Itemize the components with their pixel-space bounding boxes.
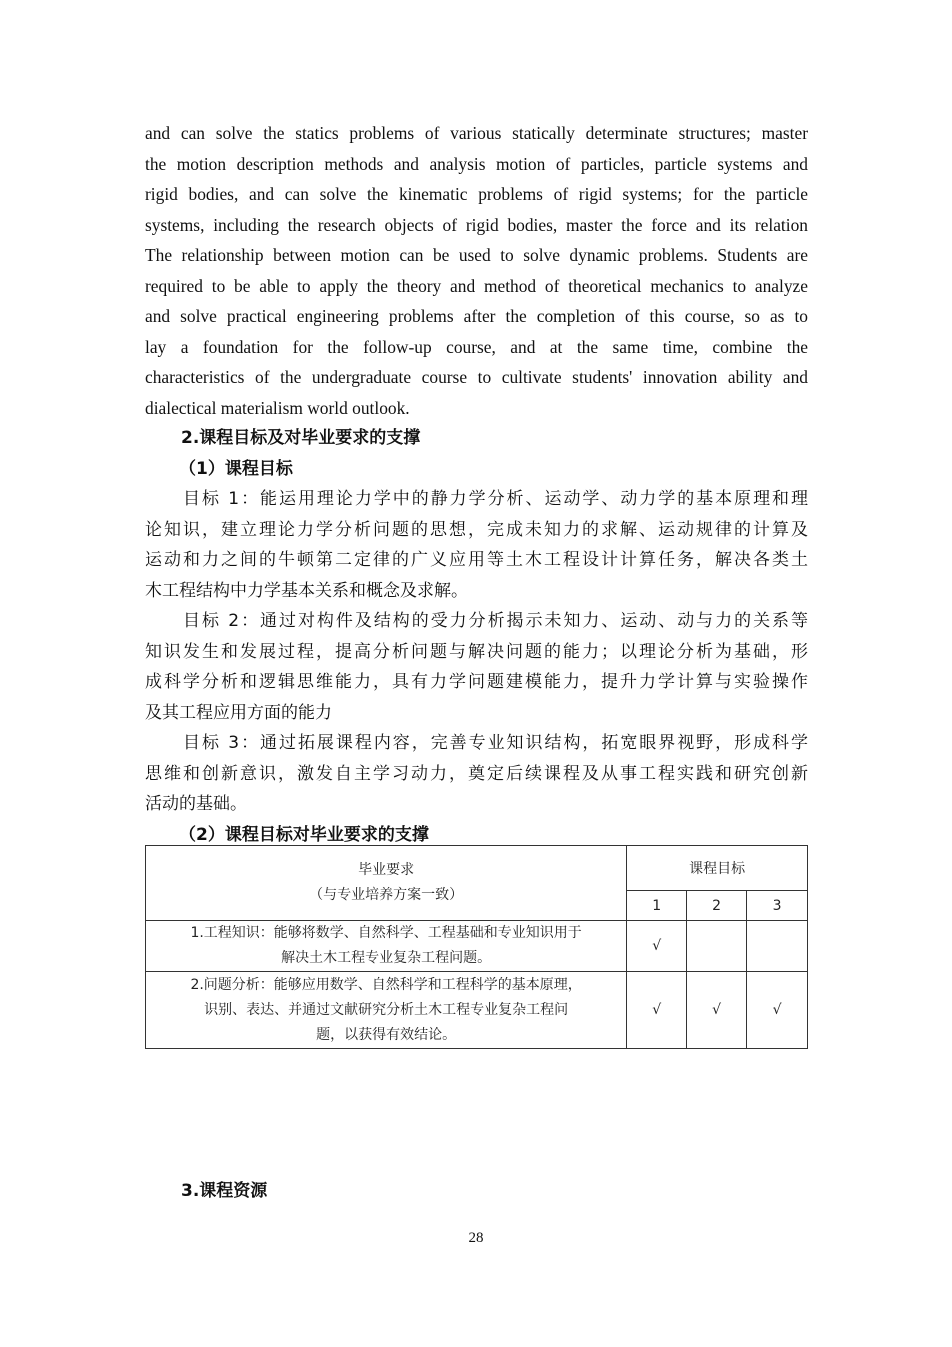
- text-line: 知识发生和发展过程，提高分析问题与解决问题的能力；以理论分析为基础，形: [145, 641, 808, 662]
- text-line: 目标 1：能运用理论力学中的静力学分析、运动学、动力学的基本原理和理: [183, 489, 808, 509]
- english-paragraph: [145, 118, 808, 423]
- section-3-title: 3.课程资源: [181, 1181, 268, 1201]
- text-line: characteristics of the undergraduate course to cultivate students' innovation ability and: [145, 367, 808, 387]
- text-line: and can solve the statics problems of various statically determinate structures; master: [145, 123, 808, 143]
- page-content: [145, 118, 808, 1201]
- text-line: the motion description methods and analysis motion of particles, particle systems and: [145, 153, 808, 174]
- text-line: lay a foundation for the follow-up course, and at the same time, combine the: [145, 336, 808, 357]
- subsection-2-title: （2）课程目标对毕业要求的支撑: [179, 824, 429, 845]
- goal-number-header: 2: [687, 891, 747, 921]
- course-goals-header: 课程目标: [627, 846, 808, 891]
- header-text: 毕业要求: [358, 862, 415, 878]
- goal-number-header: 3: [747, 891, 808, 921]
- check-cell: [747, 921, 808, 972]
- text-line: The relationship between motion can be used to solve dynamic problems. Students are: [145, 245, 808, 265]
- cell-line: 2.问题分析：能够应用数学、自然科学和工程科学的基本原理，: [190, 976, 582, 993]
- page-number: 28: [468, 1230, 484, 1246]
- text-line: 及其工程应用方面的能力: [145, 702, 332, 723]
- cell-line: 识别、表达、并通过文献研究分析土木工程专业复杂工程问: [204, 1001, 569, 1018]
- text-line: and solve practical engineering problems after the completion of this course, so as to: [145, 306, 808, 326]
- cell-line: 解决土木工程专业复杂工程问题。: [281, 950, 492, 966]
- cell-line: 题，以获得有效结论。: [316, 1026, 457, 1043]
- goal-2-paragraph: [145, 606, 808, 728]
- goal-3-paragraph: [145, 728, 808, 820]
- text-line: required to be able to apply the theory and method of theoretical mechanics to analyze: [145, 275, 808, 296]
- table-row: [146, 921, 808, 972]
- check-cell: √: [627, 972, 687, 1049]
- header-subtext: （与专业培养方案一致）: [309, 887, 464, 903]
- text-line: dialectical materialism world outlook.: [145, 397, 410, 418]
- requirement-cell: [146, 921, 627, 972]
- cell-line: 1.工程知识：能够将数学、自然科学、工程基础和专业知识用于: [190, 925, 582, 941]
- support-matrix-table: [145, 845, 808, 1049]
- text-line: systems, including the research objects of rigid bodies, master the force and its relation: [145, 214, 808, 235]
- goal-number-header: 1: [627, 891, 687, 921]
- check-cell: √: [687, 972, 747, 1049]
- text-line: rigid bodies, and can solve the kinematic problems of rigid systems; for the particle: [145, 184, 808, 204]
- goal-1-paragraph: [145, 484, 808, 606]
- text-line: 成科学分析和逻辑思维能力，具有力学问题建模能力，提升力学计算与实验操作: [145, 672, 808, 692]
- text-line: 目标 2：通过对构件及结构的受力分析揭示未知力、运动、动与力的关系等: [183, 611, 808, 631]
- check-cell: √: [747, 972, 808, 1049]
- text-line: 运动和力之间的牛顿第二定律的广义应用等土木工程设计计算任务，解决各类土: [145, 550, 808, 570]
- requirement-cell: [146, 972, 627, 1049]
- text-line: 思维和创新意识，激发自主学习动力，奠定后续课程及从事工程实践和研究创新: [145, 763, 808, 784]
- graduation-requirement-header: [146, 846, 627, 921]
- text-line: 木工程结构中力学基本关系和概念及求解。: [145, 580, 468, 601]
- table-row: [146, 972, 808, 1049]
- section-2-title: 2.课程目标及对毕业要求的支撑: [181, 428, 421, 448]
- subsection-1-title: （1）课程目标: [179, 458, 293, 479]
- check-cell: √: [627, 921, 687, 972]
- check-cell: [687, 921, 747, 972]
- text-line: 活动的基础。: [145, 794, 247, 814]
- text-line: 目标 3：通过拓展课程内容，完善专业知识结构，拓宽眼界视野，形成科学: [183, 733, 808, 753]
- text-line: 论知识，建立理论力学分析问题的思想，完成未知力的求解、运动规律的计算及: [145, 519, 808, 540]
